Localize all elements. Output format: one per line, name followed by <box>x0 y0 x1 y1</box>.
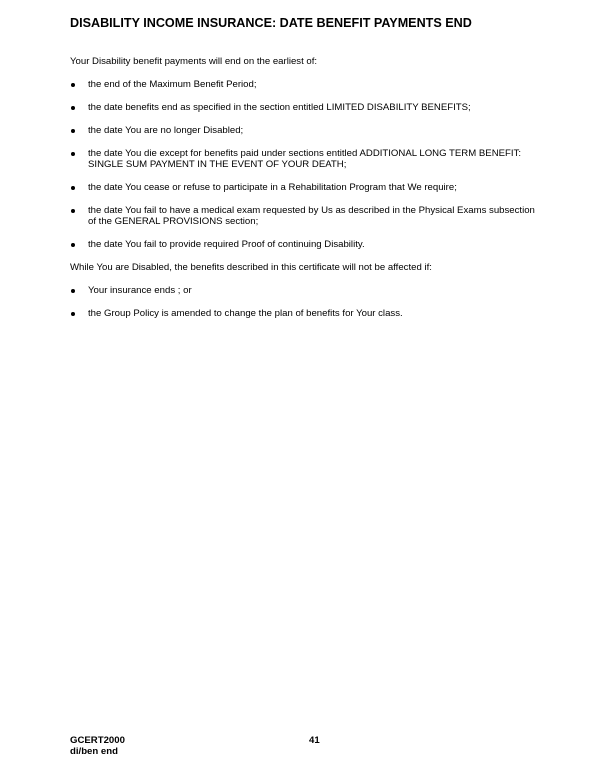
list-item-text: the Group Policy is amended to change the plan of benefits for Your class. <box>88 308 403 319</box>
list-item <box>70 79 540 90</box>
bullet-icon <box>71 83 75 87</box>
bullet-icon <box>71 186 75 190</box>
list-item-text: the date You die except for benefits paid under sections entitled ADDITIONAL LONG TERM BENEFIT: SINGLE SUM PAYMENT IN THE EVENT OF YOUR DEATH; <box>88 148 522 170</box>
bullet-icon <box>71 129 75 133</box>
form-code: GCERT2000 <box>70 735 125 746</box>
bullet-icon <box>71 289 75 293</box>
bullet-icon <box>71 152 75 156</box>
while-disabled-paragraph: While You are Disabled, the benefits described in this certificate will not be affected if: <box>70 262 432 273</box>
footer-codes <box>70 735 125 757</box>
list-item <box>70 205 540 227</box>
bullet-icon <box>71 106 75 110</box>
document-body <box>70 56 540 331</box>
intro-paragraph: Your Disability benefit payments will end on the earliest of: <box>70 56 318 67</box>
end-conditions-list <box>70 79 540 250</box>
list-item-text: the date You fail to have a medical exam requested by Us as described in the Physical Exams subsection of the GENERAL PROVISIONS section; <box>88 205 535 227</box>
bullet-icon <box>71 243 75 247</box>
list-item-text: the date benefits end as specified in the section entitled LIMITED DISABILITY BENEFITS; <box>88 102 471 113</box>
list-item <box>70 308 540 319</box>
unaffected-conditions-list <box>70 285 540 319</box>
list-item <box>70 148 540 170</box>
list-item <box>70 182 540 193</box>
list-item <box>70 102 540 113</box>
section-code: di/ben end <box>70 746 118 757</box>
page-number: 41 <box>309 735 320 746</box>
page-title: DISABILITY INCOME INSURANCE: DATE BENEFIT PAYMENTS END <box>70 16 472 30</box>
list-item-text: the date You cease or refuse to participate in a Rehabilitation Program that We require; <box>88 182 457 193</box>
bullet-icon <box>71 209 75 213</box>
list-item <box>70 285 540 296</box>
list-item <box>70 125 540 136</box>
list-item <box>70 239 540 250</box>
list-item-text: the end of the Maximum Benefit Period; <box>88 79 257 90</box>
list-item-text: the date You fail to provide required Proof of continuing Disability. <box>88 239 365 250</box>
bullet-icon <box>71 312 75 316</box>
list-item-text: Your insurance ends ; or <box>88 285 192 296</box>
list-item-text: the date You are no longer Disabled; <box>88 125 244 136</box>
